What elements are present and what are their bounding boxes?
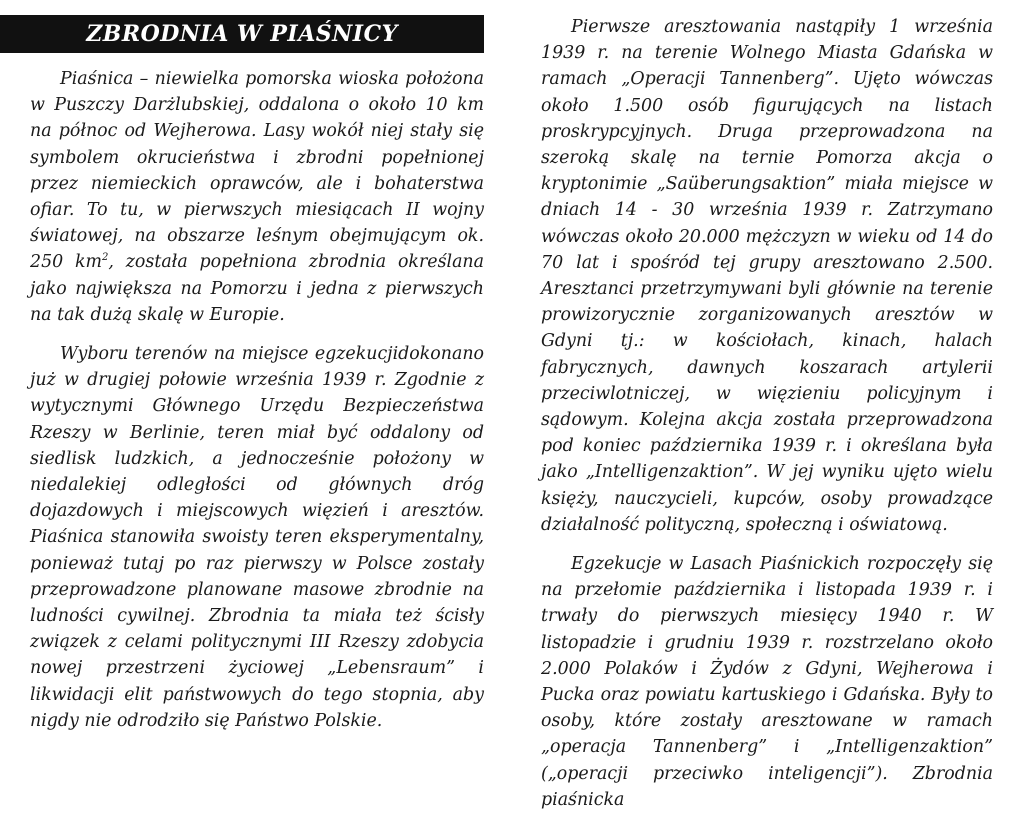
paragraph-intro-text: Piaśnica – niewielka pomorska wioska położona w Puszczy Darżlubskiej, oddalona o około 10 km na północ od Wejherowa. Lasy wokół niej stały się symbolem okrucieństwa i zbrodni popełnionej przez niemieckich oprawców, ale i bohaterstwa ofiar. To tu, w pierwszych miesiącach II wojny światowej, na obszarze leśnym obejmującym ok. 250 km: [30, 69, 484, 273]
paragraph-arrests: Pierwsze aresztowania nastąpiły 1 września 1939 r. na terenie Wolnego Miasta Gdańska w ramach „Operacji Tannenberg”. Ujęto wówczas około 1.500 osób figurujących na listach proskrypcyjnych. Druga przeprowadzona na szeroką skalę na ternie Pomorza akcja o kryptonimie „Saüberungsaktion” miała miejsce w dniach 14 - 30 września 1939 r. Zatrzymano wówczas około 20.000 mężczyzn w wieku od 14 do 70 lat i spośród tej grupy aresztowano 2.500. Aresztanci przetrzymywani byli głównie na terenie prowizorycznie zorganizowanych aresztów w Gdyni tj.: w kościołach, kinach, halach fabrycznych, dawnych koszarach artylerii przeciwlotniczej, w więzieniu policyjnym i sądowym. Kolejna akcja została przeprowadzona pod koniec października 1939 r. i określana była jako „Intelligenzaktion”. W jej wyniku ujęto wielu księży, nauczycieli, kupców, osoby prowadzące działalność polityczną, społeczną i oświatową.: [541, 17, 993, 535]
page-title: ZBRODNIA W PIAŚNICY: [0, 15, 484, 53]
superscript-square: 2: [102, 252, 109, 264]
paragraph-executions: Egzekucje w Lasach Piaśnickich rozpoczęły się na przełomie października i listopada 1939 r. i trwały do pierwszych miesięcy 1940 r. W listopadzie i grudniu 1939 r. rozstrzelano około 2.000 Polaków i Żydów z Gdyni, Wejherowa i Pucka oraz powiatu kartuskiego i Gdańska. Były to osoby, które zostały aresztowane w ramach „operacja Tannenberg” i „Intelligenzaktion” („operacji przeciwko inteligencji”). Zbrodnia piaśnicka: [541, 554, 993, 810]
paragraph-site-selection: Wyboru terenów na miejsce egzekucjidokonano już w drugiej połowie września 1939 r. Zgodnie z wytycznymi Głównego Urzędu Bezpieczeństwa Rzeszy w Berlinie, teren miał być oddalony od siedlisk ludzkich, a jednocześnie położony w niedalekiej odległości od głównych dróg dojazdowych i miejscowych więzień i aresztów. Piaśnica stanowiła swoisty teren eksperymentalny, ponieważ tutaj po raz pierwszy w Polsce zostały przeprowadzone planowane masowe zbrodnie na ludności cywilnej. Zbrodnia ta miała też ścisły związek z celami politycznymi III Rzeszy zdobycia nowej przestrzeni życiowej „Lebensraum” i likwidacji elit państwowych do tego stopnia, aby nigdy nie odrodziło się Państwo Polskie.: [30, 344, 484, 731]
paragraph-intro-end: , została popełniona zbrodnia określana jako największa na Pomorzu i jedna z pierwszych na tak dużą skalę w Europie.: [30, 252, 484, 325]
right-column: [541, 14, 993, 813]
paragraph-intro: [30, 66, 484, 328]
left-column: [30, 0, 484, 734]
